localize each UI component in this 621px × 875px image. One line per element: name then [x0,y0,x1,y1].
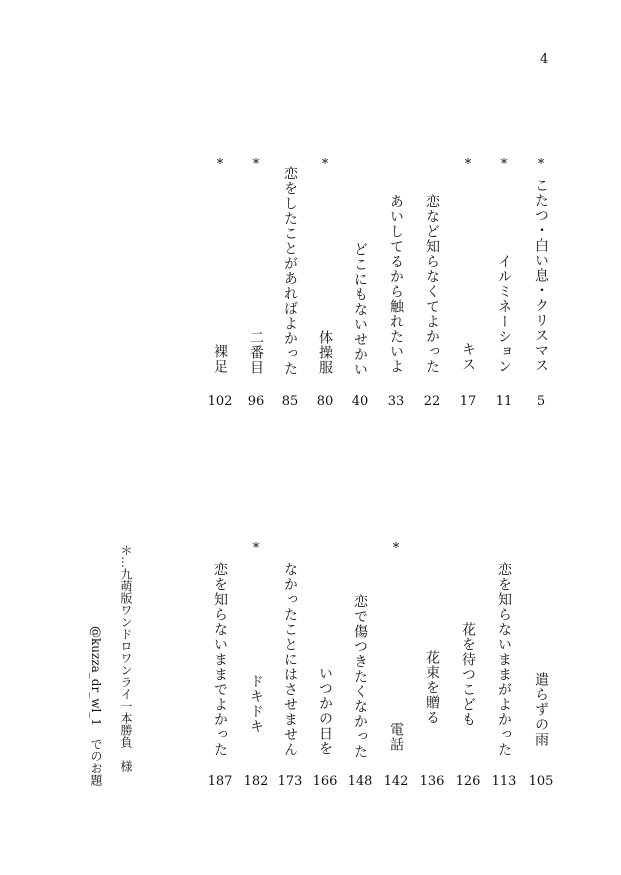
star-marker: * [216,157,224,172]
toc-entry [383,541,409,797]
toc-entry [494,158,514,420]
star-marker: * [537,157,545,172]
star-marker: * [321,157,329,172]
toc-title: いつかの日を [317,666,333,756]
toc-title: キス [460,342,476,372]
toc-page-number: 136 [419,774,445,789]
toc-entry [312,542,338,797]
toc-title: 裸足 [212,344,228,374]
toc-entry [350,158,370,420]
toc-page-number: 80 [316,394,334,409]
toc-page-number: 17 [459,394,477,409]
toc-title: ドキドキ [248,674,264,734]
toc-entry [528,542,554,797]
toc-entry [207,157,233,420]
star-marker: * [464,157,472,172]
toc-title: 恋を知らないままがよかった [496,562,512,757]
toc-title: 電話 [388,722,404,752]
toc-entry [246,158,266,420]
toc-title: 花を待つこども [460,622,476,727]
toc-title: 体操服 [317,330,333,375]
toc-title: 恋をしたことがあればよかった [282,166,298,376]
toc-title: こたつ・白い息・クリスマス [533,178,549,373]
toc-page-number: 102 [207,394,233,409]
page-number: 4 [540,52,549,67]
star-marker: * [392,541,400,556]
toc-entry [531,158,551,420]
toc-entry [458,158,478,420]
toc-page-number: 33 [387,394,405,409]
toc-page-number: 182 [243,774,269,789]
toc-title: 遣らずの雨 [533,672,549,747]
toc-entry [455,542,481,797]
toc-entry [422,158,442,420]
toc-entry [491,542,517,797]
toc-page-number: 22 [423,394,441,409]
toc-page-number: 166 [312,774,338,789]
toc-entry [277,542,303,797]
toc-title: 恋を知らないままでよかった [212,562,228,757]
toc-title: 恋で傷つきたくなかった [352,594,368,759]
toc-title: 花束を贈る [424,650,440,725]
star-marker: * [252,541,260,556]
toc-entry [419,542,445,797]
toc-page-number: 5 [536,394,546,409]
credit-line-account: @kuzza_dr_wl_1 でのお題 [89,626,103,786]
toc-entry [243,541,269,797]
toc-entry [207,542,233,797]
toc-entry [315,158,335,420]
toc-page-number: 148 [347,774,373,789]
toc-title: どこにもないせかい [352,242,368,377]
star-marker: * [500,157,508,172]
toc-page-number: 173 [277,774,303,789]
star-marker: * [252,157,260,172]
toc-title: あいしてるから触れたいよ [388,194,404,374]
toc-page-number: 113 [491,774,517,789]
toc-entry [347,542,373,797]
toc-page-number: 11 [495,394,513,409]
toc-page-number: 142 [383,774,409,789]
toc-title: イルミネーション [496,254,512,374]
credit-line-source: ＊…九萌版ワンドロワンライ一本勝負 様 [119,544,133,772]
toc-page-number: 85 [281,394,299,409]
toc-page-number: 96 [247,394,265,409]
toc-page-number: 126 [455,774,481,789]
toc-page-number: 40 [351,394,369,409]
toc-title: なかったことにはさせません [282,562,298,757]
toc-entry [386,158,406,420]
toc-title: 恋など知らなくてよかった [424,194,440,374]
toc-title: 二番目 [248,330,264,375]
toc-entry [280,158,300,420]
toc-page-number: 105 [528,774,554,789]
toc-page-number: 187 [207,774,233,789]
